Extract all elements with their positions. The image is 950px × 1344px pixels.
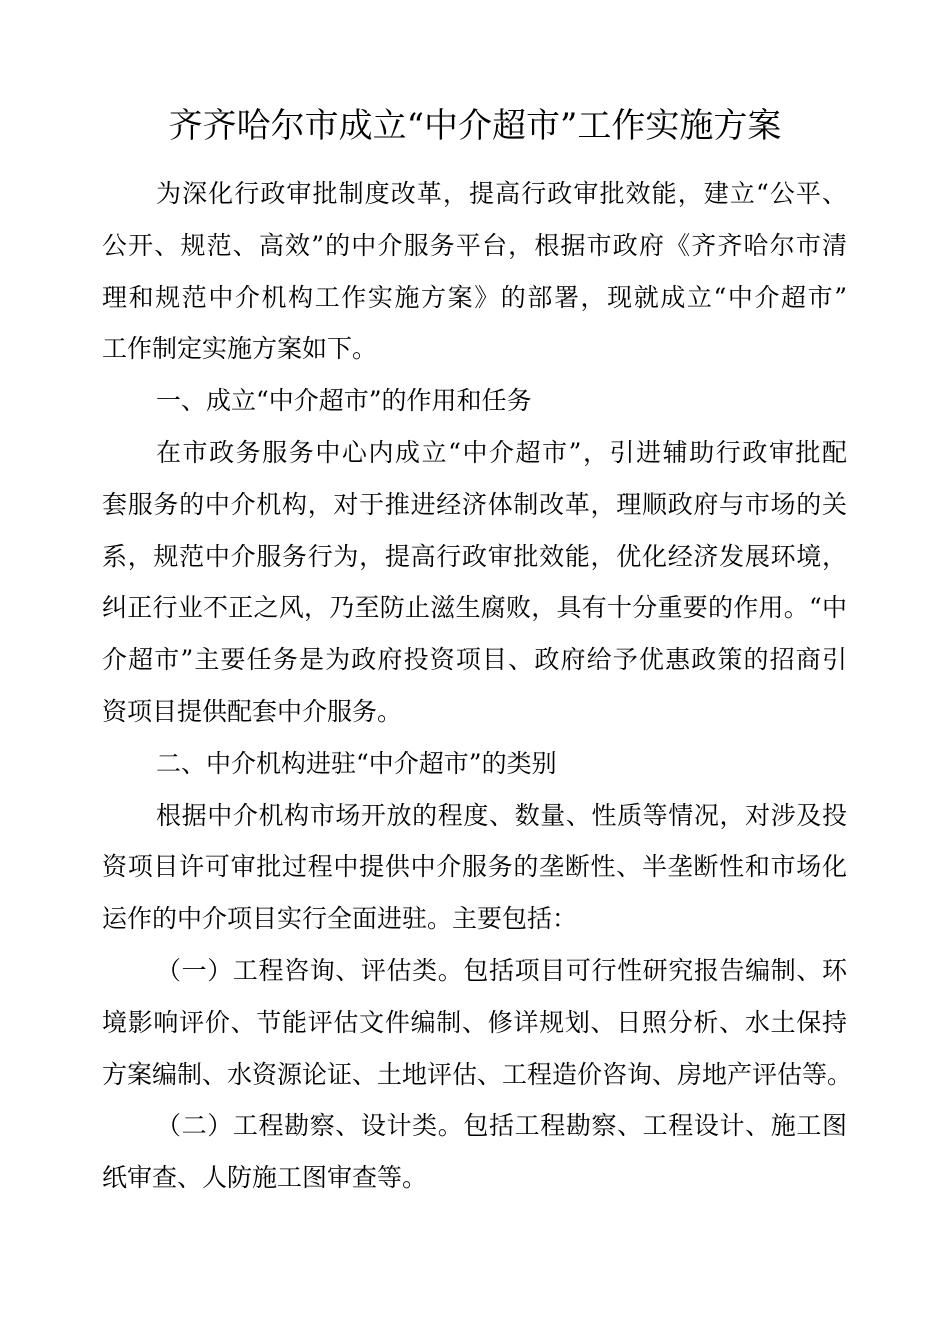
body-text-line: 理和规范中介机构工作实施方案》的部署，现就成立“中介超市” — [102, 282, 847, 312]
body-text-line: 纠正行业不正之风，乃至防止滋生腐败，具有十分重要的作用。“中 — [102, 593, 847, 623]
body-text-line: 根据中介机构市场开放的程度、数量、性质等情况，对涉及投 — [156, 800, 847, 830]
body-text-line: 套服务的中介机构，对于推进经济体制改革，理顺政府与市场的关 — [102, 489, 847, 519]
body-text-line: 资项目许可审批过程中提供中介服务的垄断性、半垄断性和市场化 — [102, 852, 847, 882]
body-text-line: 介超市”主要任务是为政府投资项目、政府给予优惠政策的招商引 — [102, 645, 847, 675]
body-text-line: 系，规范中介服务行为，提高行政审批效能，优化经济发展环境， — [102, 541, 847, 571]
body-text-line: 为深化行政审批制度改革，提高行政审批效能，建立“公平、 — [156, 179, 847, 208]
body-text-line: 纸审查、人防施工图审查等。 — [102, 1163, 428, 1193]
document-title: 齐齐哈尔市成立“中介超市”工作实施方案 — [168, 106, 782, 146]
body-text-line: （一）工程咨询、评估类。包括项目可行性研究报告编制、环 — [156, 955, 847, 985]
body-text-line: 在市政务服务中心内成立“中介超市”，引进辅助行政审批配 — [156, 437, 847, 467]
document-body — [102, 168, 853, 1204]
body-text-line: 二、中介机构进驻“中介超市”的类别 — [156, 748, 557, 778]
body-text-line: 一、成立“中介超市”的作用和任务 — [156, 386, 532, 416]
body-text-line: （二）工程勘察、设计类。包括工程勘察、工程设计、施工图 — [156, 1111, 847, 1141]
body-text-line: 境影响评价、节能评估文件编制、修详规划、日照分析、水土保持 — [102, 1007, 847, 1037]
body-text-line: 运作的中介项目实行全面进驻。主要包括： — [102, 904, 578, 934]
body-text-line: 工作制定实施方案如下。 — [102, 334, 378, 364]
body-text-line: 公开、规范、高效”的中介服务平台，根据市政府《齐齐哈尔市清 — [102, 230, 847, 260]
body-text-line: 资项目提供配套中介服务。 — [102, 696, 403, 726]
body-text-line: 方案编制、水资源论证、土地评估、工程造价咨询、房地产评估等。 — [102, 1059, 853, 1089]
